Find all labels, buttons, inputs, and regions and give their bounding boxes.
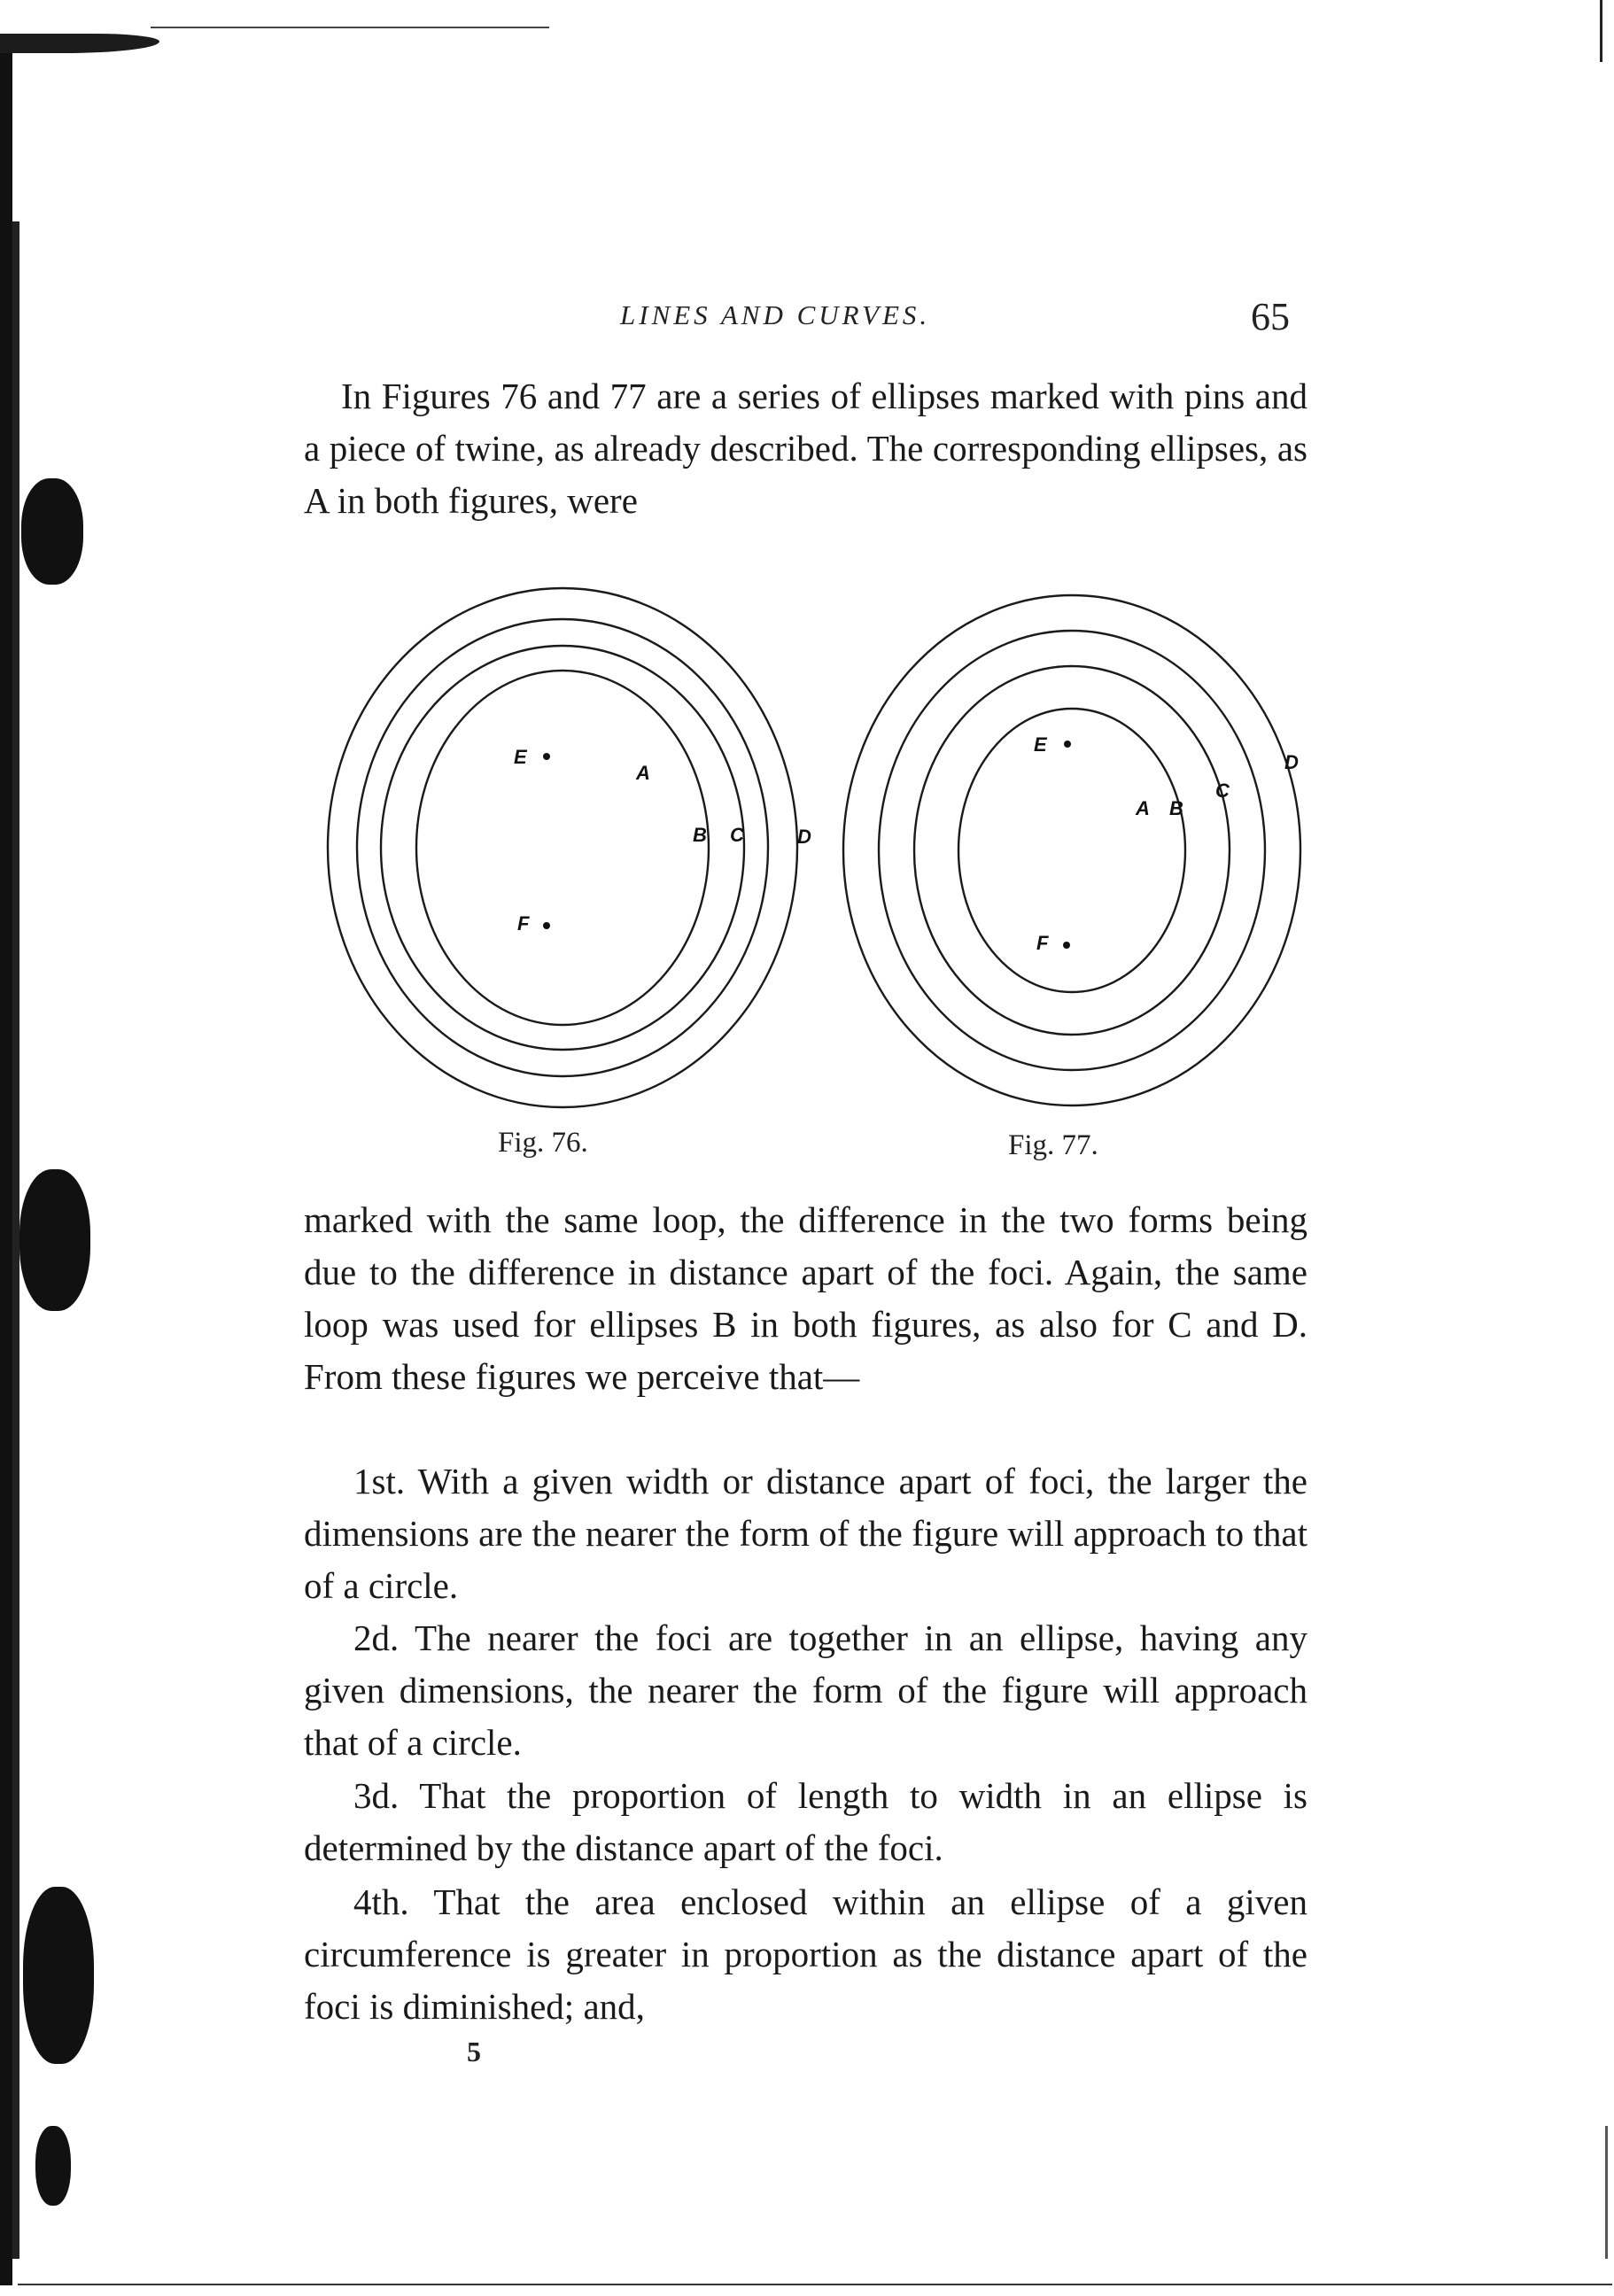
fig77-label-d: D: [1284, 751, 1299, 773]
running-head: LINES AND CURVES.: [620, 299, 931, 330]
fig76-ellipse-d: [328, 588, 797, 1107]
ink-blot: [35, 2126, 71, 2206]
fig76-focus-f: [543, 922, 550, 929]
scan-line: [18, 2284, 1612, 2285]
fig76-label-d: D: [797, 826, 811, 848]
ink-blot: [19, 1169, 90, 1311]
scan-smudge: [0, 34, 159, 53]
fig76-label-e: E: [514, 746, 527, 768]
figure-76: [328, 588, 811, 1107]
scan-line: [1600, 0, 1602, 62]
fig77-label-e: E: [1034, 733, 1047, 756]
fig77-ellipse-a: [958, 709, 1185, 992]
fig76-label-c: C: [730, 824, 744, 846]
fig76-label-b: B: [693, 824, 707, 846]
fig76-label-a: A: [636, 762, 650, 784]
rule-1-paragraph: 1st. With a given width or distance apart of foci, the larger the dimensions are the nearer the form of the figure will approach to that of a circle.: [304, 1461, 1307, 1606]
page-number: 65: [1251, 295, 1290, 338]
figure-76-caption: Fig. 76.: [498, 1127, 588, 1159]
intro-paragraph: In Figures 76 and 77 are a series of ellipses marked with pins and a piece of twine, as already described. The corresponding ellipses, as A in both figures, were: [304, 376, 1307, 521]
fig77-ellipse-c: [879, 631, 1265, 1070]
fig76-ellipse-c: [357, 619, 768, 1076]
rule-4-paragraph: 4th. That the area enclosed within an ellipse of a given circumference is greater in proportion as the distance apart of the foci is diminished; and,: [304, 1881, 1307, 2027]
ink-blot: [23, 1887, 94, 2064]
fig76-focus-e: [543, 753, 550, 760]
fig77-label-b: B: [1169, 797, 1183, 819]
fig77-ellipse-b: [914, 666, 1230, 1035]
figure-77: [843, 595, 1300, 1105]
fig76-ellipse-a: [416, 671, 709, 1025]
scan-line: [1605, 2126, 1608, 2259]
fig76-ellipse-b: [381, 646, 744, 1050]
fig77-label-f: F: [1036, 932, 1049, 954]
fig76-label-f: F: [517, 912, 530, 935]
ellipse-figures: [292, 558, 1320, 1125]
fig77-label-a: A: [1136, 797, 1150, 819]
fig77-focus-f: [1063, 942, 1070, 949]
continuation-paragraph: marked with the same loop, the difference in the two forms being due to the difference in distance apart of the foci. Again, the same loop was used for ellipses B in both figures, as also for C and D. From these figures we perceive that—: [304, 1199, 1307, 1397]
fig77-focus-e: [1064, 741, 1071, 748]
fig77-label-c: C: [1215, 780, 1230, 802]
signature-mark: 5: [467, 2036, 481, 2067]
binding-shadow: [12, 221, 19, 2259]
rule-2-paragraph: 2d. The nearer the foci are together in an ellipse, having any given dimensions, the nearer the form of the figure will approach that of a circle.: [304, 1617, 1307, 1763]
fig77-ellipse-d: [843, 595, 1300, 1105]
ink-blot: [21, 478, 83, 585]
binding-edge: [0, 35, 12, 2285]
rule-3-paragraph: 3d. That the proportion of length to width in an ellipse is determined by the distance apart of the foci.: [304, 1775, 1307, 1868]
scan-line: [151, 27, 549, 28]
figure-77-caption: Fig. 77.: [1008, 1129, 1098, 1161]
